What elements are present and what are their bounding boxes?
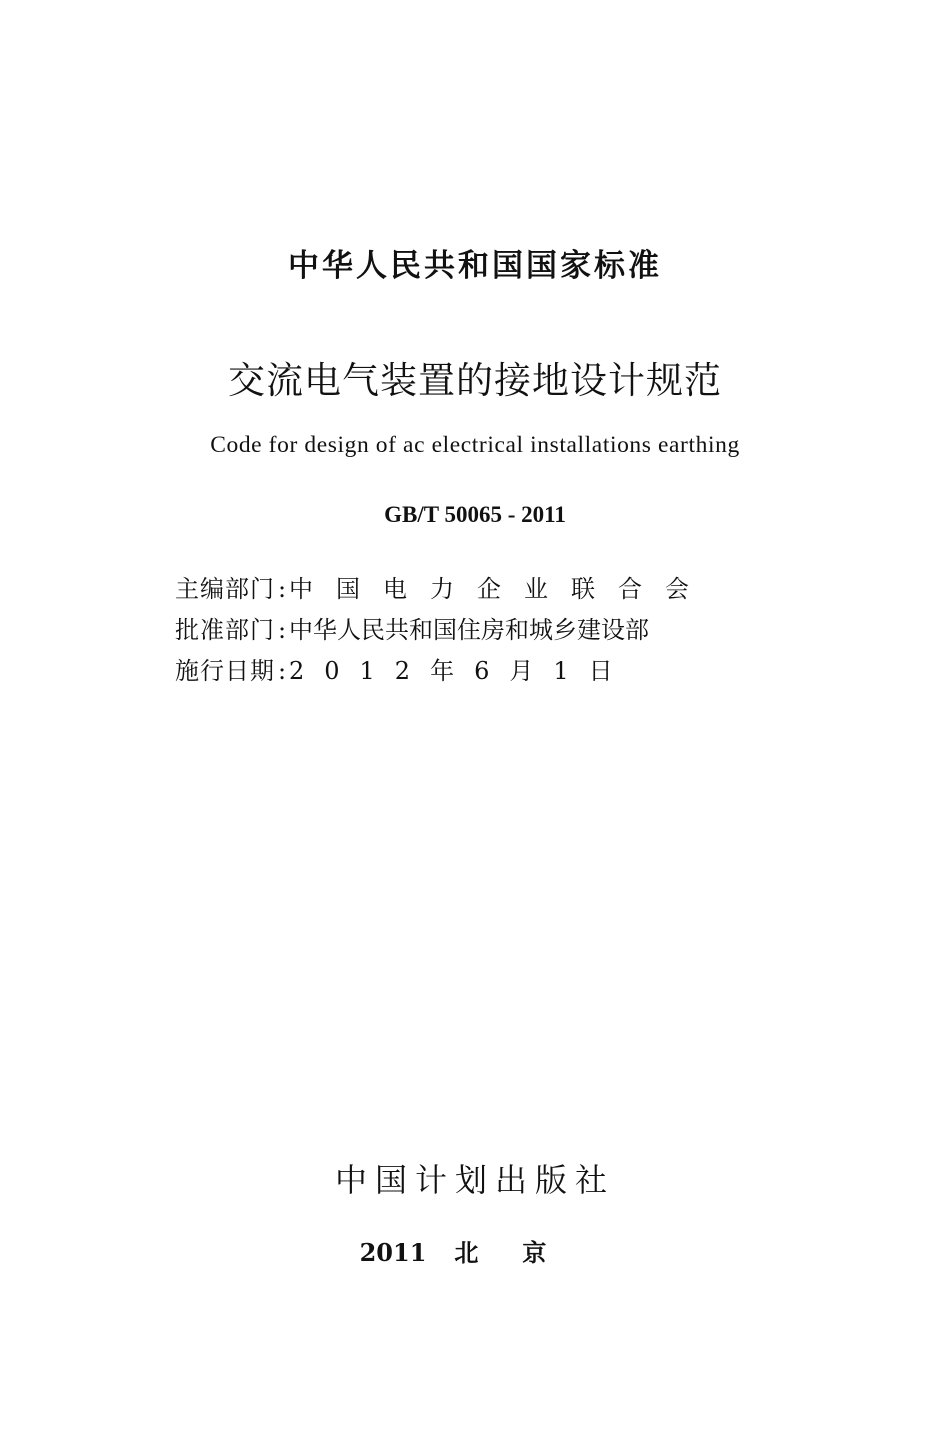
- publication-city: 北京: [454, 1238, 591, 1267]
- title-english: Code for design of ac electrical installations earthing: [210, 432, 740, 458]
- editor-value: 中国电力企业联合会: [289, 575, 712, 603]
- standard-code: GB/T 50065 - 2011: [384, 502, 566, 527]
- effective-date-label: 施行日期: [175, 657, 275, 685]
- effective-date-colon: :: [277, 657, 287, 685]
- publisher-name: 中国计划出版社: [334, 1161, 615, 1199]
- approver-row: [175, 614, 715, 655]
- approver-colon: :: [277, 616, 287, 644]
- standard-category-heading: 中华人民共和国国家标准: [288, 248, 662, 284]
- editor-label: 主编部门: [175, 575, 275, 603]
- approver-value: 中华人民共和国住房和城乡建设部: [289, 616, 649, 644]
- publication-year-city: [0, 1233, 950, 1268]
- publication-year: 2011: [359, 1238, 427, 1267]
- editor-row: [175, 573, 715, 614]
- approver-label: 批准部门: [175, 616, 275, 644]
- info-block: [175, 573, 715, 696]
- title-chinese: 交流电气装置的接地设计规范: [228, 359, 722, 402]
- effective-date-value: 2012年6月1日: [289, 657, 633, 685]
- effective-date-row: [175, 655, 715, 696]
- editor-colon: :: [277, 575, 287, 603]
